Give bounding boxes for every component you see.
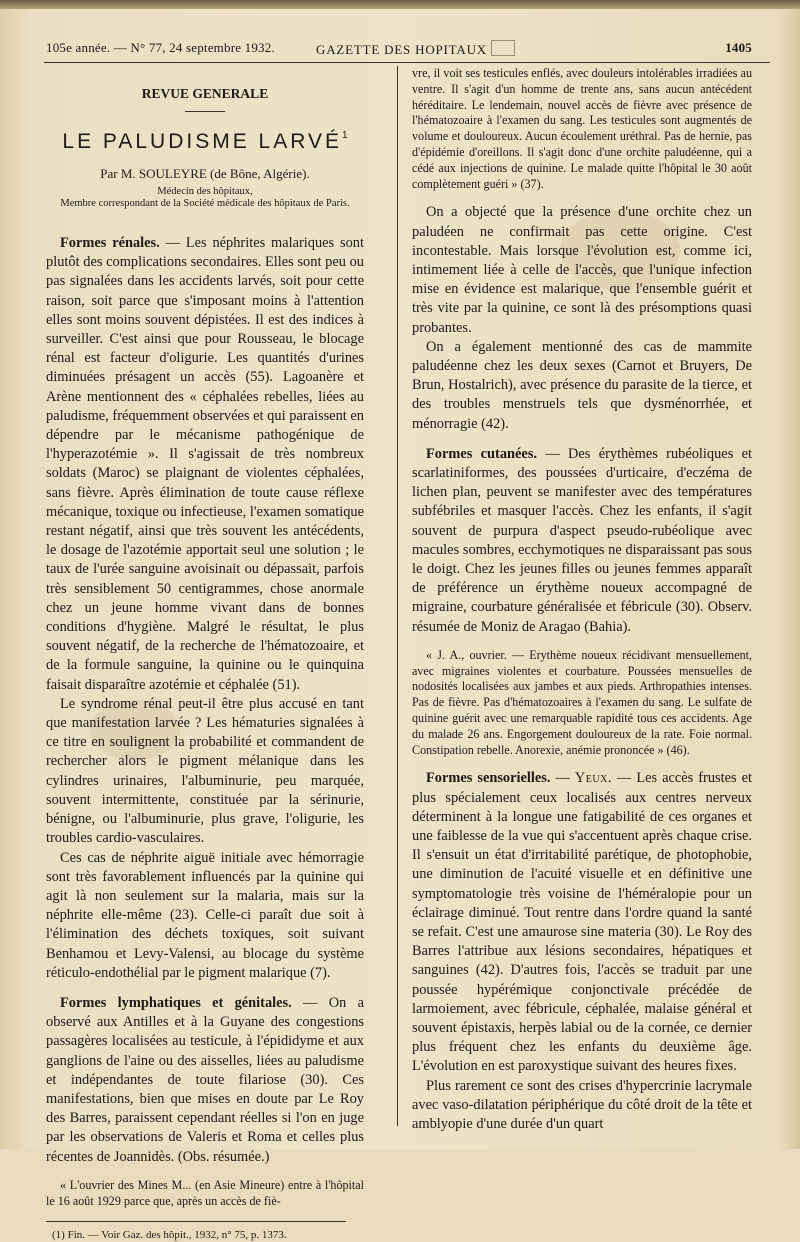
affiliation-1: Médecin des hôpitaux, xyxy=(157,186,253,197)
renal-text-1: — Les néphrites malariques sont plutôt des complications secondaires. Elles sont peu ou pas signalées dans les accidents larvés, soit pour cette raison, soit parce que s'imposant moins à l'attention elles sont moins souvent dépistées. Il est des indices à surveiller. C'est ainsi que pour Rousseau, le blocage rénal est facteur d'oligurie. Les quantités d'urines diminuées présagent un accès (55). Lagoanère et Arène mentionnent des « céphalées rebelles, liées au paludisme, fréquemment observées et qui paraissent en dépendre par le mécanisme pathogénique de l'hyperazotémie ». Il s'agissait de très nombreux soldats (Maroc) se plaignant de violentes céphalées, sans fièvre. Après élimination de toute cause réflexe mécanique, toxique ou infectieuse, l'examen somatique restant négatif, ainsi que très souvent les antécédents, le dosage de l'azotémie apportait seul une solution ; le taux de l'urée sanguine avoisinait ou dépassait, parfois très sensiblement 50 centigrammes, chose anormale chez un jeune homme vivant dans de bonnes conditions d'hygiène. Malgré le résultat, le plus souvent négatif, de la recherche de l'hématozoaire, et de la formule sanguine, la quinine ou le quinquina faisait disparaître azotémie et céphalée (51). xyxy=(46,235,364,693)
article-title xyxy=(46,130,364,154)
sensory-paragraph-1: Formes sensorielles. — Yeux. — Les accès frustes et plus spécialement ceux localisés aux centres nerveux déterminent à la longue une fatigabilité de ces organes et une faiblesse de la vue qui s'accentuent après chaque crise. Il s'ensuit un état d'irritabilité parétique, de photophobie, une diminution de l'acuité visuelle et en définitive une symptomatologie très voisine de l'héméralopie pour un éclairage diminué. Tout rentre dans l'ordre quand la santé se refait. C'est une amaurose sine materia (30). Le Roy des Barres l'attribue aux lésions secondaires, hépatiques et sanguines (42). D'autres fois, l'accès se traduit par une poussée hypérémique conjonctivale précédée de larmoiement, avec fébricule, céphalée, malaise général et souvent épistaxis, herpès labial ou de la cornée, ce dernier plus fréquent chez les enfants du deuxième âge. L'évolution en est paroxystique suivant des heures fixes. xyxy=(412,770,752,1075)
article-title-text: LE PALUDISME LARVÉ xyxy=(62,130,343,153)
column-divider xyxy=(397,66,398,1126)
author-line: Par M. SOULEYRE (de Bône, Algérie). xyxy=(100,166,310,181)
affiliation-2: Membre correspondant de la Société médicale des hôpitaux de Paris. xyxy=(60,198,350,209)
skin-quote: « J. A., ouvrier. — Erythème noueux récidivant mensuellement, avec migraines violentes et courbature. Poussées mensuelles de nodosités localisées aux jambes et aux pieds. Arthropathies intenses. Pas de fièvre. Pas d'hématozoaires à l'examen du sang. Le sulfate de quinine guérit avec une remarquable rapidité tous ces accidents. Age du malade 26 ans. Engorgement douloureux de la rate. Foie normal. Constipation rebelle. Anorexie, anémie prononcée » (46). xyxy=(412,647,752,757)
section-label: REVUE GENERALE xyxy=(141,86,269,101)
lymph-quote-start: « L'ouvrier des Mines M... (en Asie Mineure) entre à l'hôpital le 16 août 1929 parce que, après un accès de fiè- xyxy=(46,1177,364,1208)
title-footnote-marker: 1 xyxy=(342,130,348,141)
left-column xyxy=(46,66,364,1242)
running-head xyxy=(46,40,760,60)
sensory-paragraph-2: Plus rarement ce sont des crises d'hypercrinie lacrymale avec vaso-dilatation périphérique du côté droit de la tête et amblyopie d'une durée d'un quart xyxy=(412,1077,752,1133)
skin-text-1: — Des érythèmes rubéoliques et scarlatiniformes, des poussées d'urticaire, d'eczéma de lichen plan, peuvent se manifester avec des températures subfébriles et masquer l'accès. Chez les enfants, il s'agit souvent de purpura d'aspect pseudo-rubéolique avec macules sombres, ecchymotiques ne disparaissant pas sous le doigt. Chez les jeunes filles ou jeunes femmes apparaît de préférence un érythème noueux accompagné de migraine, courbature généralisée et fébricule (30). Observ. résumée de Moniz de Aragao (Bahia). xyxy=(412,445,752,635)
issue-line: 105e année. — N° 77, 24 septembre 1932. xyxy=(46,40,275,55)
sensory-heading: Formes sensorielles. xyxy=(426,770,551,787)
lymph-paragraph-2: On a objecté que la présence d'une orchite chez un paludéen ne confirmait pas cette origine. C'est incontestable. Mais lorsque l'évolution est, comme ici, intimement liée à celle de l'accès, que l'unique infection mise en évidence est malarique, que l'ensemble guérit et très vite par la quinine, ce sont là des présomptions quasi probantes. xyxy=(412,204,752,336)
lymph-text-1: — On a observé aux Antilles et à la Guyane des congestions passagères localisées au testicule, à l'épididyme et aux ganglions de l'aine ou des aisselles, liées au paludisme et indépendantes de toute filariose (30). Ces manifestations, bien que mises en doute par Le Roy des Barres, paraissent cependant réelles si l'on en juge par les observations de Valeris et Roma et celles plus récentes de Joannidès. (Obs. résumée.) xyxy=(46,994,364,1165)
page-number: 1405 xyxy=(725,40,752,55)
lymph-heading: Formes lymphatiques et génitales. xyxy=(60,994,292,1011)
renal-paragraph-3: Ces cas de néphrite aiguë initiale avec hémorragie sont très favorablement influencés par la quinine qui agit là non seulement sur la malaria, mais sur la néphrite elle-même (23). Celle-ci paraît due soit à l'élimination des déchets toxiques, soit suivant Benhamou et Levy-Valensi, au blocage du système réticulo-endothélial par le pigment malarique (7). xyxy=(46,849,364,981)
eyes-subheading: Yeux. xyxy=(574,770,612,787)
header-rule xyxy=(44,62,770,63)
library-stamp-icon xyxy=(491,40,515,56)
footnote-rule xyxy=(46,1221,346,1222)
skin-paragraph-1 xyxy=(412,445,752,637)
renal-paragraph-2: Le syndrome rénal peut-il être plus accusé en tant que manifestation larvée ? Les hématuries signalées à ce titre en soulignent la probabilité et commandent de rechercher alors le pigment mélanique dans les cylindres urinaires, l'albuminurie, peu marquée, souvent intermittente, constituée par la sérinurie, bénigne, ou l'albuminurie, plus grave, l'oligurie, les troubles cardio-vasculaires. xyxy=(46,695,364,847)
renal-heading: Formes rénales. xyxy=(60,235,160,251)
right-column xyxy=(412,66,752,1134)
lymph-paragraph-1 xyxy=(46,994,364,1167)
renal-paragraph-1 xyxy=(46,234,364,695)
section-rule xyxy=(185,111,225,112)
journal-name xyxy=(316,40,515,58)
lymph-paragraph-3: On a également mentionné des cas de mammite paludéenne chez les deux sexes (Carnot et Bruyers, De Brun, Hostalrich), avec présence du parasite de la tierce, et des troubles menstruels tels que dysménorrhée, et ménorragie (42). xyxy=(412,338,752,432)
skin-heading: Formes cutanées. xyxy=(426,445,538,462)
footnote: (1) Fin. — Voir Gaz. des hôpit., 1932, n° 75, p. 1373. xyxy=(52,1229,287,1242)
page-top-edge xyxy=(0,0,800,9)
sensory-text-1: — Les accès frustes et plus spécialement ceux localisés aux centres nerveux déterminent à la longue une fatigabilité de ces organes et une faiblesse de la vue qui s'accentuent après chaque crise. Il s'ensuit un état d'irritabilité parétique, de photophobie, une diminution de l'acuité visuelle et en définitive une symptomatologie très voisine de l'héméralopie pour un éclairage diminué. Tout rentre dans l'ordre quand la santé se refait. C'est une amaurose sine materia (30). Le Roy des Barres l'attribue aux lésions secondaires, hépatiques et sanguines (42). D'autres fois, l'accès se traduit par une poussée hypérémique conjonctivale précédée de larmoiement, avec fébricule, céphalée, malaise général et souvent épistaxis, herpès labial ou de la cornée, ce dernier plus fréquent chez les enfants du deuxième âge. L'évolution en est paroxystique suivant des heures fixes. xyxy=(412,770,752,1075)
lymph-quote-continued: vre, il voit ses testicules enflés, avec douleurs intolérables irradiées au ventre. Il s'agit d'un homme de trente ans, sans aucun antécédent héréditaire. Le lendemain, nouvel accès de fièvre avec présence de l'hématozoaire à l'examen du sang. Les testicules sont augmentés de volume et douloureux. Aucun écoulement uréthral. Pas de hernie, pas d'épidémie d'oreillons. Il s'agit donc d'une orchite paludéenne, qui a cédé aux injections de quinine. Le malade quitte l'hôpital le 30 août complètement guéri » (37). xyxy=(412,66,752,191)
journal-title: GAZETTE DES HOPITAUX xyxy=(316,42,487,57)
